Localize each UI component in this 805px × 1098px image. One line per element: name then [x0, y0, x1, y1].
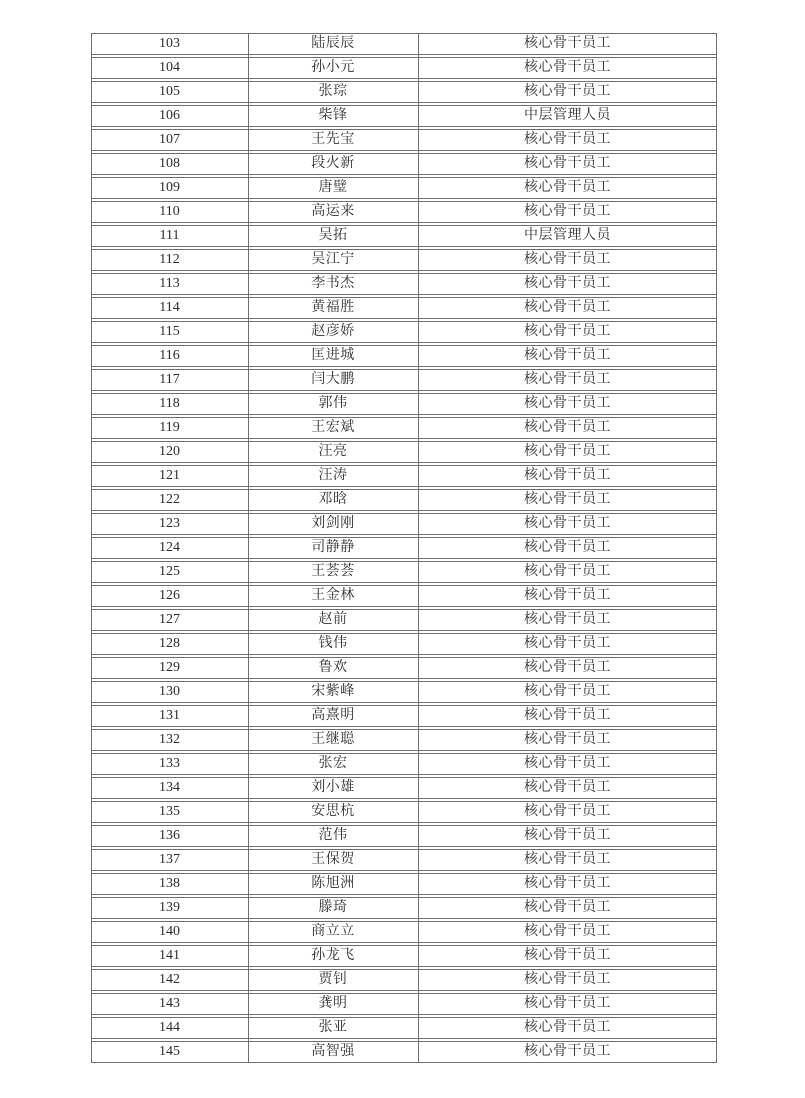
row-name-cell: 滕琦	[318, 900, 348, 915]
row-category-cell: 核心骨干员工	[524, 684, 611, 699]
row-category-cell: 核心骨干员工	[524, 660, 611, 675]
row-name-cell: 鲁欢	[318, 660, 348, 675]
row-category-cell: 核心骨干员工	[524, 396, 611, 411]
row-name-cell: 赵前	[318, 612, 348, 627]
row-index-cell: 111	[159, 228, 180, 243]
row-category-cell: 核心骨干员工	[524, 924, 611, 939]
table-row	[91, 441, 717, 463]
table-row	[91, 225, 717, 247]
table-row	[91, 873, 717, 895]
row-name-cell: 赵彦娇	[311, 324, 355, 339]
row-name-cell: 王继聪	[311, 732, 355, 747]
row-name-cell: 匡进城	[311, 348, 355, 363]
table-row	[91, 777, 717, 799]
row-name-cell: 张亚	[318, 1020, 348, 1035]
table-row	[91, 105, 717, 127]
row-name-cell: 李书杰	[311, 276, 355, 291]
table-row	[91, 297, 717, 319]
row-category-cell: 核心骨干员工	[524, 564, 611, 579]
row-index-cell: 124	[159, 540, 180, 555]
row-index-cell: 125	[159, 564, 180, 579]
row-name-cell: 宋紫峰	[311, 684, 355, 699]
row-index-cell: 103	[159, 36, 180, 51]
row-name-cell: 陆辰辰	[311, 36, 355, 51]
row-index-cell: 117	[159, 372, 180, 387]
row-category-cell: 核心骨干员工	[524, 468, 611, 483]
row-index-cell: 127	[159, 612, 180, 627]
row-category-cell: 核心骨干员工	[524, 132, 611, 147]
row-index-cell: 143	[159, 996, 180, 1011]
row-category-cell: 核心骨干员工	[524, 84, 611, 99]
table-row	[91, 273, 717, 295]
row-name-cell: 段火新	[311, 156, 355, 171]
row-category-cell: 核心骨干员工	[524, 636, 611, 651]
row-index-cell: 136	[159, 828, 180, 843]
row-category-cell: 核心骨干员工	[524, 372, 611, 387]
row-name-cell: 贾钊	[318, 972, 348, 987]
table-row	[91, 537, 717, 559]
row-name-cell: 王先宝	[311, 132, 355, 147]
table-row	[91, 633, 717, 655]
row-name-cell: 王荟荟	[311, 564, 355, 579]
row-name-cell: 高智强	[311, 1044, 355, 1059]
table-row	[91, 369, 717, 391]
row-index-cell: 141	[159, 948, 180, 963]
row-index-cell: 135	[159, 804, 180, 819]
row-category-cell: 核心骨干员工	[524, 420, 611, 435]
row-index-cell: 114	[159, 300, 180, 315]
row-category-cell: 核心骨干员工	[524, 804, 611, 819]
row-category-cell: 核心骨干员工	[524, 252, 611, 267]
row-index-cell: 142	[159, 972, 180, 987]
row-index-cell: 122	[159, 492, 180, 507]
row-name-cell: 张琮	[318, 84, 348, 99]
table-row	[91, 729, 717, 751]
table-row	[91, 417, 717, 439]
table-column-divider-1	[248, 33, 249, 1063]
row-category-cell: 核心骨干员工	[524, 996, 611, 1011]
row-category-cell: 中层管理人员	[524, 108, 611, 123]
row-name-cell: 龚明	[318, 996, 348, 1011]
table-row	[91, 393, 717, 415]
row-name-cell: 闫大鹏	[311, 372, 355, 387]
row-name-cell: 安思杭	[311, 804, 355, 819]
row-category-cell: 核心骨干员工	[524, 156, 611, 171]
row-category-cell: 核心骨干员工	[524, 732, 611, 747]
row-index-cell: 110	[159, 204, 180, 219]
row-name-cell: 黄福胜	[311, 300, 355, 315]
row-index-cell: 116	[159, 348, 180, 363]
row-index-cell: 145	[159, 1044, 180, 1059]
row-name-cell: 吴江宁	[311, 252, 355, 267]
row-category-cell: 核心骨干员工	[524, 708, 611, 723]
row-category-cell: 核心骨干员工	[524, 612, 611, 627]
table-row	[91, 345, 717, 367]
row-index-cell: 132	[159, 732, 180, 747]
row-index-cell: 112	[159, 252, 180, 267]
row-name-cell: 柴锋	[318, 108, 348, 123]
row-name-cell: 张宏	[318, 756, 348, 771]
row-name-cell: 邓晗	[318, 492, 348, 507]
table-row	[91, 321, 717, 343]
row-category-cell: 核心骨干员工	[524, 36, 611, 51]
row-category-cell: 核心骨干员工	[524, 444, 611, 459]
row-category-cell: 核心骨干员工	[524, 204, 611, 219]
table-row	[91, 1041, 717, 1063]
row-category-cell: 核心骨干员工	[524, 348, 611, 363]
row-name-cell: 郭伟	[318, 396, 348, 411]
row-category-cell: 核心骨干员工	[524, 1044, 611, 1059]
table-column-divider-2	[418, 33, 419, 1063]
row-name-cell: 钱伟	[318, 636, 348, 651]
row-index-cell: 106	[159, 108, 180, 123]
table-row	[91, 489, 717, 511]
row-category-cell: 核心骨干员工	[524, 300, 611, 315]
row-index-cell: 108	[159, 156, 180, 171]
table-row	[91, 993, 717, 1015]
table-row	[91, 129, 717, 151]
row-category-cell: 核心骨干员工	[524, 180, 611, 195]
table-row	[91, 1017, 717, 1039]
row-name-cell: 唐璧	[318, 180, 348, 195]
table-row	[91, 825, 717, 847]
row-index-cell: 123	[159, 516, 180, 531]
table-body	[91, 33, 717, 1063]
table-row	[91, 249, 717, 271]
table-row	[91, 177, 717, 199]
row-category-cell: 核心骨干员工	[524, 588, 611, 603]
row-index-cell: 126	[159, 588, 180, 603]
row-index-cell: 133	[159, 756, 180, 771]
table-row	[91, 465, 717, 487]
row-index-cell: 128	[159, 636, 180, 651]
table-row	[91, 201, 717, 223]
row-index-cell: 140	[159, 924, 180, 939]
row-category-cell: 核心骨干员工	[524, 540, 611, 555]
table-row	[91, 657, 717, 679]
row-name-cell: 汪亮	[318, 444, 348, 459]
table-row	[91, 897, 717, 919]
row-index-cell: 138	[159, 876, 180, 891]
row-index-cell: 120	[159, 444, 180, 459]
table-row	[91, 81, 717, 103]
row-category-cell: 中层管理人员	[524, 228, 611, 243]
row-name-cell: 刘小雄	[311, 780, 355, 795]
row-category-cell: 核心骨干员工	[524, 60, 611, 75]
row-name-cell: 孙小元	[311, 60, 355, 75]
row-category-cell: 核心骨干员工	[524, 492, 611, 507]
table-row	[91, 609, 717, 631]
row-index-cell: 113	[159, 276, 180, 291]
personnel-table	[91, 33, 717, 1065]
table-right-border	[716, 33, 717, 1063]
row-index-cell: 139	[159, 900, 180, 915]
table-row	[91, 753, 717, 775]
table-row	[91, 801, 717, 823]
row-index-cell: 131	[159, 708, 180, 723]
table-row	[91, 33, 717, 55]
table-row	[91, 705, 717, 727]
row-category-cell: 核心骨干员工	[524, 276, 611, 291]
row-name-cell: 商立立	[311, 924, 355, 939]
row-name-cell: 刘剑刚	[311, 516, 355, 531]
row-category-cell: 核心骨干员工	[524, 900, 611, 915]
row-name-cell: 陈旭洲	[311, 876, 355, 891]
table-left-border	[91, 33, 92, 1063]
table-row	[91, 969, 717, 991]
table-row	[91, 849, 717, 871]
row-index-cell: 104	[159, 60, 180, 75]
table-row	[91, 153, 717, 175]
row-name-cell: 高熹明	[311, 708, 355, 723]
table-row	[91, 57, 717, 79]
table-row	[91, 585, 717, 607]
row-name-cell: 王金林	[311, 588, 355, 603]
row-name-cell: 王宏斌	[311, 420, 355, 435]
row-category-cell: 核心骨干员工	[524, 948, 611, 963]
row-category-cell: 核心骨干员工	[524, 1020, 611, 1035]
row-name-cell: 吴拓	[318, 228, 348, 243]
table-row	[91, 513, 717, 535]
row-name-cell: 高运来	[311, 204, 355, 219]
table-row	[91, 561, 717, 583]
row-index-cell: 144	[159, 1020, 180, 1035]
row-category-cell: 核心骨干员工	[524, 852, 611, 867]
row-index-cell: 118	[159, 396, 180, 411]
row-index-cell: 137	[159, 852, 180, 867]
table-row	[91, 945, 717, 967]
row-category-cell: 核心骨干员工	[524, 756, 611, 771]
row-index-cell: 134	[159, 780, 180, 795]
table-row	[91, 681, 717, 703]
row-index-cell: 115	[159, 324, 180, 339]
row-name-cell: 王保贺	[311, 852, 355, 867]
table-row	[91, 921, 717, 943]
row-category-cell: 核心骨干员工	[524, 828, 611, 843]
row-name-cell: 孙龙飞	[311, 948, 355, 963]
row-category-cell: 核心骨干员工	[524, 972, 611, 987]
row-name-cell: 汪涛	[318, 468, 348, 483]
row-category-cell: 核心骨干员工	[524, 324, 611, 339]
row-index-cell: 109	[159, 180, 180, 195]
row-category-cell: 核心骨干员工	[524, 780, 611, 795]
row-index-cell: 105	[159, 84, 180, 99]
row-index-cell: 107	[159, 132, 180, 147]
row-index-cell: 129	[159, 660, 180, 675]
row-index-cell: 121	[159, 468, 180, 483]
row-category-cell: 核心骨干员工	[524, 516, 611, 531]
row-index-cell: 119	[159, 420, 180, 435]
row-index-cell: 130	[159, 684, 180, 699]
row-name-cell: 范伟	[318, 828, 348, 843]
row-category-cell: 核心骨干员工	[524, 876, 611, 891]
row-name-cell: 司静静	[311, 540, 355, 555]
